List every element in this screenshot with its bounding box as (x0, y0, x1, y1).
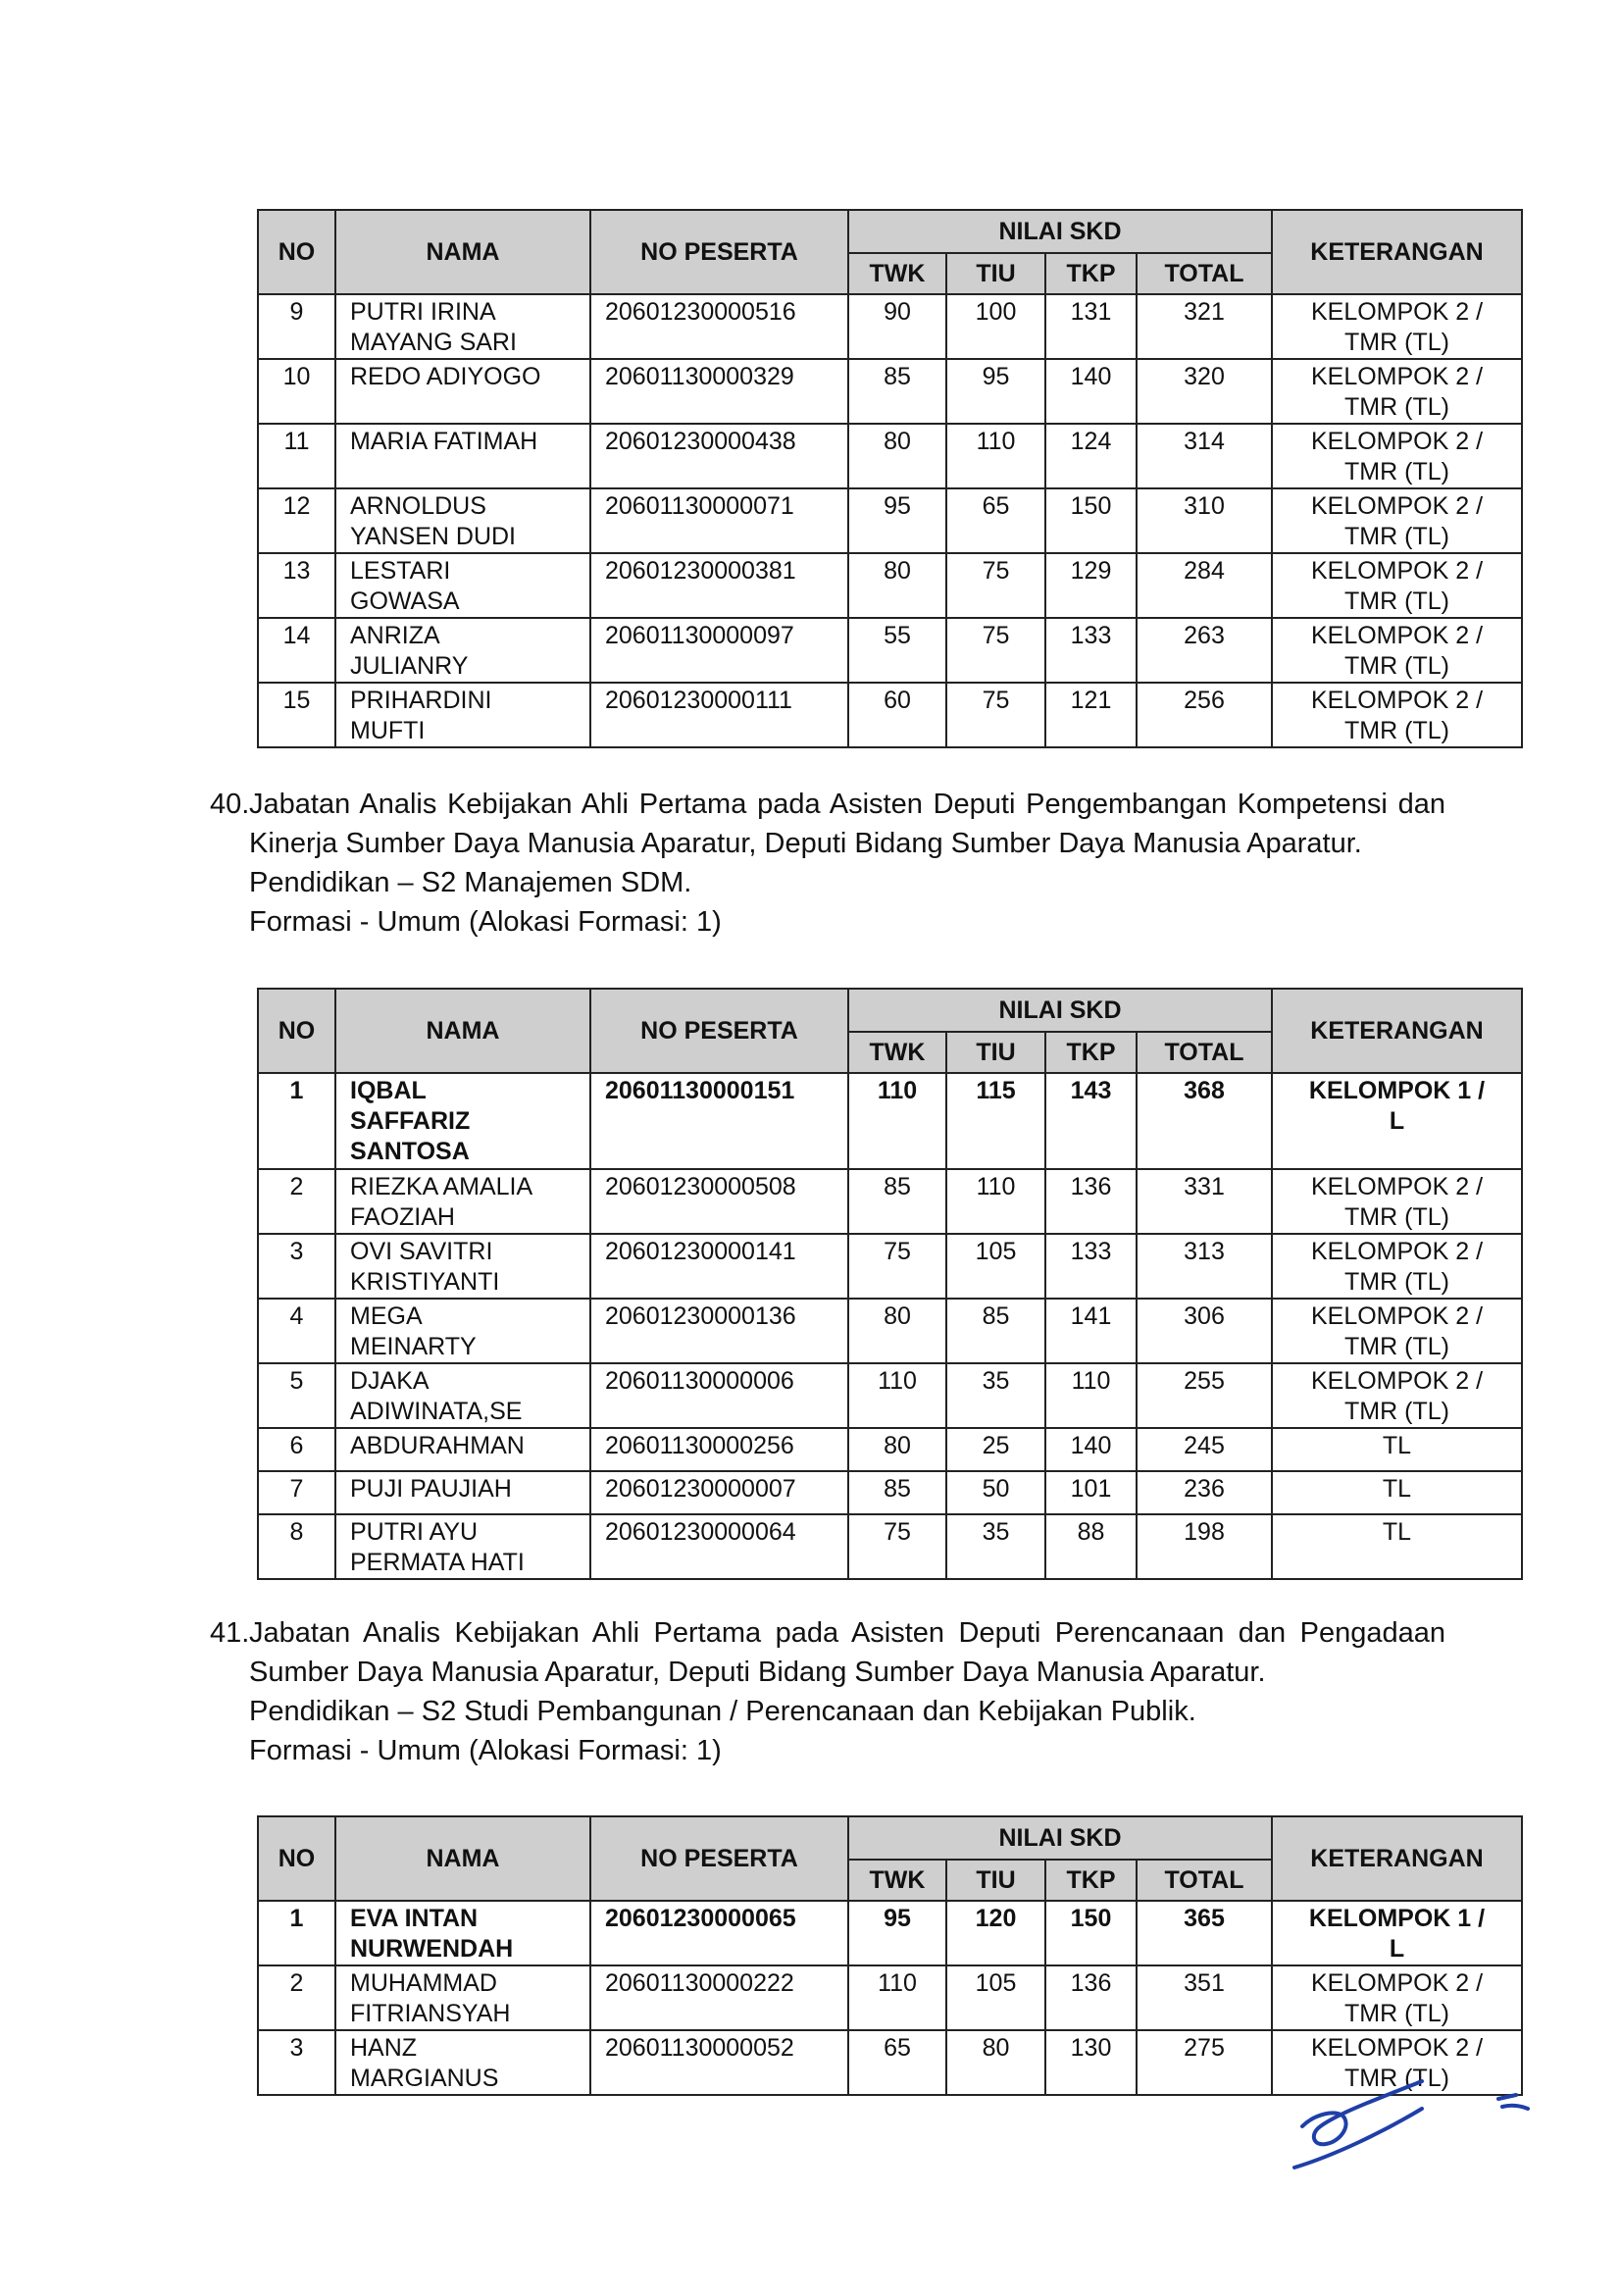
table-row (258, 553, 1522, 618)
cell-nama (335, 1363, 590, 1428)
cell-twk: 75 (848, 1514, 946, 1579)
name-line: ADIWINATA,SE (350, 1398, 523, 1425)
education-requirement: Pendidikan – S2 Studi Pembangunan / Perencanaan dan Kebijakan Publik. (249, 1696, 1196, 1727)
name-line: JULIANRY (350, 652, 469, 680)
section-40 (210, 785, 1445, 942)
name-line: ANRIZA (350, 622, 440, 649)
header-no: NO (258, 989, 335, 1073)
name-line: MEINARTY (350, 1333, 477, 1360)
ket-line: TMR (TL) (1344, 717, 1449, 744)
cell-tkp: 141 (1045, 1299, 1137, 1363)
cell-keterangan (1272, 1514, 1522, 1579)
ket-line: KELOMPOK 2 / (1310, 557, 1484, 585)
cell-twk: 80 (848, 424, 946, 488)
cell-twk: 80 (848, 1428, 946, 1471)
cell-keterangan (1272, 1073, 1522, 1169)
header-no: NO (258, 1816, 335, 1901)
signature-stroke (1302, 2081, 1422, 2144)
ket-line: KELOMPOK 1 / (1308, 1905, 1486, 1932)
cell-no-peserta: 20601230000438 (590, 424, 848, 488)
position-title: Jabatan Analis Kebijakan Ahli Pertama pada Asisten Deputi Pengembangan Kompetensi dan Kinerja Sumber Daya Manusia Aparatur, Deputi Bidang Sumber Daya Manusia Aparatur. (249, 789, 1445, 859)
table-row (258, 1471, 1522, 1514)
header-no-peserta: NO PESERTA (590, 210, 848, 294)
cell-tiu: 120 (946, 1901, 1045, 1965)
cell-no: 11 (258, 424, 335, 488)
cell-no: 6 (258, 1428, 335, 1471)
name-line: NURWENDAH (350, 1935, 514, 1963)
name-line: HANZ (350, 2034, 418, 2062)
cell-tiu: 95 (946, 359, 1045, 424)
cell-twk: 60 (848, 683, 946, 747)
cell-keterangan (1272, 424, 1522, 488)
cell-total: 368 (1137, 1073, 1272, 1169)
formation-info: Formasi - Umum (Alokasi Formasi: 1) (249, 906, 722, 938)
cell-nama (335, 488, 590, 553)
cell-no-peserta: 20601130000071 (590, 488, 848, 553)
cell-tkp: 88 (1045, 1514, 1137, 1579)
table-row (258, 1965, 1522, 2030)
cell-tkp: 140 (1045, 359, 1137, 424)
name-line: PUTRI AYU (350, 1518, 479, 1546)
header-nilai-skd: NILAI SKD (848, 210, 1272, 253)
name-line: MARGIANUS (350, 2065, 499, 2092)
cell-tiu: 35 (946, 1363, 1045, 1428)
header-tiu: TIU (946, 1860, 1045, 1901)
cell-no-peserta: 20601130000097 (590, 618, 848, 683)
cell-twk: 110 (848, 1073, 946, 1169)
ket-line: TMR (TL) (1344, 329, 1449, 356)
cell-twk: 90 (848, 294, 946, 359)
ket-line: KELOMPOK 2 / (1310, 363, 1484, 390)
name-line: ARNOLDUS (350, 492, 486, 520)
cell-nama (335, 1073, 590, 1169)
cell-keterangan (1272, 553, 1522, 618)
cell-twk: 85 (848, 1169, 946, 1234)
name-line: DJAKA (350, 1367, 430, 1395)
cell-twk: 85 (848, 1471, 946, 1514)
ket-line: TMR (TL) (1344, 2065, 1449, 2092)
section-number: 40. (210, 789, 250, 820)
results-table-41 (257, 1815, 1523, 2096)
ket-line: TMR (TL) (1344, 393, 1449, 421)
cell-total: 331 (1137, 1169, 1272, 1234)
name-line: SAFFARIZ (350, 1107, 471, 1135)
cell-total: 263 (1137, 618, 1272, 683)
table-row (258, 294, 1522, 359)
table-row (258, 488, 1522, 553)
cell-no: 10 (258, 359, 335, 424)
cell-no: 8 (258, 1514, 335, 1579)
cell-no: 1 (258, 1901, 335, 1965)
cell-keterangan (1272, 1299, 1522, 1363)
header-keterangan: KETERANGAN (1272, 1816, 1522, 1901)
ket-line: TL (1382, 1518, 1412, 1546)
cell-nama (335, 424, 590, 488)
cell-tiu: 25 (946, 1428, 1045, 1471)
header-tkp: TKP (1045, 1860, 1137, 1901)
section-41 (210, 1613, 1445, 1770)
cell-nama (335, 1965, 590, 2030)
cell-twk: 110 (848, 1363, 946, 1428)
cell-total: 321 (1137, 294, 1272, 359)
name-line: GOWASA (350, 587, 460, 615)
name-line: MEGA (350, 1302, 423, 1330)
cell-no-peserta: 20601230000516 (590, 294, 848, 359)
cell-keterangan (1272, 294, 1522, 359)
name-line: PRIHARDINI (350, 687, 492, 714)
cell-nama (335, 553, 590, 618)
cell-keterangan (1272, 618, 1522, 683)
cell-no: 12 (258, 488, 335, 553)
ket-line: KELOMPOK 1 / (1308, 1077, 1486, 1104)
cell-tkp: 140 (1045, 1428, 1137, 1471)
cell-tiu: 115 (946, 1073, 1045, 1169)
cell-tkp: 110 (1045, 1363, 1137, 1428)
cell-total: 236 (1137, 1471, 1272, 1514)
cell-keterangan (1272, 1363, 1522, 1428)
cell-twk: 75 (848, 1234, 946, 1299)
cell-tkp: 133 (1045, 618, 1137, 683)
cell-total: 320 (1137, 359, 1272, 424)
initial-mark (1498, 2095, 1528, 2109)
cell-tiu: 110 (946, 1169, 1045, 1234)
name-line: FITRIANSYAH (350, 2000, 511, 2027)
cell-total: 256 (1137, 683, 1272, 747)
header-total: TOTAL (1137, 1032, 1272, 1073)
cell-nama (335, 1299, 590, 1363)
cell-tiu: 75 (946, 618, 1045, 683)
cell-tiu: 100 (946, 294, 1045, 359)
table-row (258, 1299, 1522, 1363)
cell-keterangan (1272, 1234, 1522, 1299)
header-nilai-skd: NILAI SKD (848, 1816, 1272, 1860)
cell-twk: 85 (848, 359, 946, 424)
cell-no-peserta: 20601230000141 (590, 1234, 848, 1299)
formation-info: Formasi - Umum (Alokasi Formasi: 1) (249, 1735, 722, 1766)
header-no-peserta: NO PESERTA (590, 1816, 848, 1901)
cell-nama (335, 1901, 590, 1965)
table-row (258, 424, 1522, 488)
cell-tkp: 150 (1045, 1901, 1137, 1965)
cell-no-peserta: 20601130000222 (590, 1965, 848, 2030)
ket-line: KELOMPOK 2 / (1310, 1302, 1484, 1330)
name-line: PUJI PAUJIAH (350, 1475, 512, 1503)
header-tiu: TIU (946, 253, 1045, 294)
cell-total: 313 (1137, 1234, 1272, 1299)
cell-twk: 95 (848, 1901, 946, 1965)
cell-no: 7 (258, 1471, 335, 1514)
name-line: SANTOSA (350, 1138, 470, 1165)
header-twk: TWK (848, 1860, 946, 1901)
table-row (258, 1514, 1522, 1579)
header-nama: NAMA (335, 210, 590, 294)
cell-tiu: 75 (946, 553, 1045, 618)
cell-tiu: 50 (946, 1471, 1045, 1514)
header-total: TOTAL (1137, 253, 1272, 294)
cell-tkp: 133 (1045, 1234, 1137, 1299)
education-requirement: Pendidikan – S2 Manajemen SDM. (249, 867, 692, 898)
header-tiu: TIU (946, 1032, 1045, 1073)
header-twk: TWK (848, 1032, 946, 1073)
cell-tkp: 101 (1045, 1471, 1137, 1514)
cell-tkp: 124 (1045, 424, 1137, 488)
header-nilai-skd: NILAI SKD (848, 989, 1272, 1032)
cell-no: 2 (258, 1965, 335, 2030)
name-line: PERMATA HATI (350, 1549, 525, 1576)
cell-twk: 80 (848, 1299, 946, 1363)
results-table-40 (257, 988, 1523, 1580)
cell-no: 3 (258, 1234, 335, 1299)
cell-no: 9 (258, 294, 335, 359)
header-tkp: TKP (1045, 253, 1137, 294)
name-line: RIEZKA AMALIA (350, 1173, 533, 1200)
name-line: LESTARI (350, 557, 451, 585)
header-keterangan: KETERANGAN (1272, 210, 1522, 294)
name-line: MAYANG SARI (350, 329, 517, 356)
cell-nama (335, 1514, 590, 1579)
ket-line: TMR (TL) (1344, 1398, 1449, 1425)
name-line: MARIA FATIMAH (350, 428, 538, 455)
name-line: ABDURAHMAN (350, 1432, 525, 1459)
ket-line: L (1389, 1935, 1405, 1963)
ket-line: KELOMPOK 2 / (1310, 1238, 1484, 1265)
ket-line: KELOMPOK 2 / (1310, 2034, 1484, 2062)
cell-keterangan (1272, 683, 1522, 747)
ket-line: KELOMPOK 2 / (1310, 687, 1484, 714)
cell-twk: 110 (848, 1965, 946, 2030)
cell-total: 255 (1137, 1363, 1272, 1428)
cell-tiu: 110 (946, 424, 1045, 488)
cell-tkp: 131 (1045, 294, 1137, 359)
table-row (258, 1363, 1522, 1428)
ket-line: KELOMPOK 2 / (1310, 1367, 1484, 1395)
table-row (258, 359, 1522, 424)
cell-no-peserta: 20601230000064 (590, 1514, 848, 1579)
cell-no-peserta: 20601230000065 (590, 1901, 848, 1965)
table-row (258, 1073, 1522, 1169)
cell-keterangan (1272, 1901, 1522, 1965)
cell-no-peserta: 20601230000007 (590, 1471, 848, 1514)
ket-line: TMR (TL) (1344, 587, 1449, 615)
header-keterangan: KETERANGAN (1272, 989, 1522, 1073)
cell-nama (335, 1234, 590, 1299)
name-line: FAOZIAH (350, 1203, 455, 1231)
cell-nama (335, 2030, 590, 2095)
header-tkp: TKP (1045, 1032, 1137, 1073)
cell-no: 4 (258, 1299, 335, 1363)
cell-nama (335, 618, 590, 683)
signature-initials (1275, 2069, 1569, 2187)
cell-no: 2 (258, 1169, 335, 1234)
cell-no: 13 (258, 553, 335, 618)
cell-nama (335, 683, 590, 747)
ket-line: TMR (TL) (1344, 523, 1449, 550)
cell-tkp: 136 (1045, 1169, 1137, 1234)
cell-tiu: 85 (946, 1299, 1045, 1363)
cell-tiu: 65 (946, 488, 1045, 553)
cell-no: 1 (258, 1073, 335, 1169)
name-line: EVA INTAN (350, 1905, 479, 1932)
cell-tiu: 35 (946, 1514, 1045, 1579)
table-row (258, 683, 1522, 747)
name-line: OVI SAVITRI (350, 1238, 493, 1265)
cell-total: 351 (1137, 1965, 1272, 2030)
cell-tkp: 150 (1045, 488, 1137, 553)
cell-nama (335, 1169, 590, 1234)
ket-line: TMR (TL) (1344, 458, 1449, 485)
cell-keterangan (1272, 359, 1522, 424)
cell-no-peserta: 20601130000052 (590, 2030, 848, 2095)
cell-twk: 65 (848, 2030, 946, 2095)
ket-line: TMR (TL) (1344, 652, 1449, 680)
cell-no-peserta: 20601130000329 (590, 359, 848, 424)
cell-tkp: 143 (1045, 1073, 1137, 1169)
cell-total: 245 (1137, 1428, 1272, 1471)
cell-total: 306 (1137, 1299, 1272, 1363)
table-row (258, 1234, 1522, 1299)
cell-no-peserta: 20601130000006 (590, 1363, 848, 1428)
position-title: Jabatan Analis Kebijakan Ahli Pertama pada Asisten Deputi Perencanaan dan Pengadaan Sumber Daya Manusia Aparatur, Deputi Bidang Sumber Daya Manusia Aparatur. (249, 1617, 1445, 1688)
cell-twk: 80 (848, 553, 946, 618)
cell-no-peserta: 20601230000111 (590, 683, 848, 747)
cell-no: 14 (258, 618, 335, 683)
ket-line: KELOMPOK 2 / (1310, 492, 1484, 520)
ket-line: TMR (TL) (1344, 1268, 1449, 1296)
cell-keterangan (1272, 488, 1522, 553)
table-row (258, 1169, 1522, 1234)
cell-total: 284 (1137, 553, 1272, 618)
cell-nama (335, 359, 590, 424)
cell-twk: 55 (848, 618, 946, 683)
cell-no: 3 (258, 2030, 335, 2095)
cell-no-peserta: 20601230000508 (590, 1169, 848, 1234)
header-no: NO (258, 210, 335, 294)
cell-total: 365 (1137, 1901, 1272, 1965)
ket-line: TMR (TL) (1344, 1333, 1449, 1360)
header-no-peserta: NO PESERTA (590, 989, 848, 1073)
cell-nama (335, 294, 590, 359)
cell-keterangan (1272, 1471, 1522, 1514)
header-total: TOTAL (1137, 1860, 1272, 1901)
cell-keterangan (1272, 1965, 1522, 2030)
ket-line: TL (1382, 1475, 1412, 1503)
ket-line: L (1389, 1107, 1405, 1135)
cell-tiu: 105 (946, 1965, 1045, 2030)
name-line: MUFTI (350, 717, 426, 744)
table-row (258, 1901, 1522, 1965)
cell-no: 5 (258, 1363, 335, 1428)
cell-tiu: 80 (946, 2030, 1045, 2095)
ket-line: TMR (TL) (1344, 1203, 1449, 1231)
results-table-continued (257, 209, 1523, 748)
cell-no-peserta: 20601230000381 (590, 553, 848, 618)
table-row (258, 1428, 1522, 1471)
table-row (258, 618, 1522, 683)
cell-tiu: 75 (946, 683, 1045, 747)
ket-line: KELOMPOK 2 / (1310, 1173, 1484, 1200)
name-line: REDO ADIYOGO (350, 363, 541, 390)
cell-total: 310 (1137, 488, 1272, 553)
cell-keterangan (1272, 1428, 1522, 1471)
name-line: PUTRI IRINA (350, 298, 496, 326)
header-nama: NAMA (335, 989, 590, 1073)
name-line: YANSEN DUDI (350, 523, 517, 550)
cell-no-peserta: 20601130000151 (590, 1073, 848, 1169)
cell-tiu: 105 (946, 1234, 1045, 1299)
section-number: 41. (210, 1617, 250, 1649)
name-line: IQBAL (350, 1077, 427, 1104)
ket-line: KELOMPOK 2 / (1310, 298, 1484, 326)
cell-tkp: 129 (1045, 553, 1137, 618)
cell-total: 314 (1137, 424, 1272, 488)
cell-no: 15 (258, 683, 335, 747)
cell-total: 198 (1137, 1514, 1272, 1579)
name-line: KRISTIYANTI (350, 1268, 500, 1296)
name-line: MUHAMMAD (350, 1969, 497, 1997)
ket-line: TMR (TL) (1344, 2000, 1449, 2027)
header-twk: TWK (848, 253, 946, 294)
cell-no-peserta: 20601230000136 (590, 1299, 848, 1363)
header-nama: NAMA (335, 1816, 590, 1901)
ket-line: TL (1382, 1432, 1412, 1459)
cell-no-peserta: 20601130000256 (590, 1428, 848, 1471)
cell-tkp: 130 (1045, 2030, 1137, 2095)
cell-twk: 95 (848, 488, 946, 553)
ket-line: KELOMPOK 2 / (1310, 622, 1484, 649)
cell-tkp: 136 (1045, 1965, 1137, 2030)
ket-line: KELOMPOK 2 / (1310, 1969, 1484, 1997)
cell-nama (335, 1428, 590, 1471)
cell-keterangan (1272, 1169, 1522, 1234)
cell-tkp: 121 (1045, 683, 1137, 747)
cell-nama (335, 1471, 590, 1514)
ket-line: KELOMPOK 2 / (1310, 428, 1484, 455)
cell-total: 275 (1137, 2030, 1272, 2095)
